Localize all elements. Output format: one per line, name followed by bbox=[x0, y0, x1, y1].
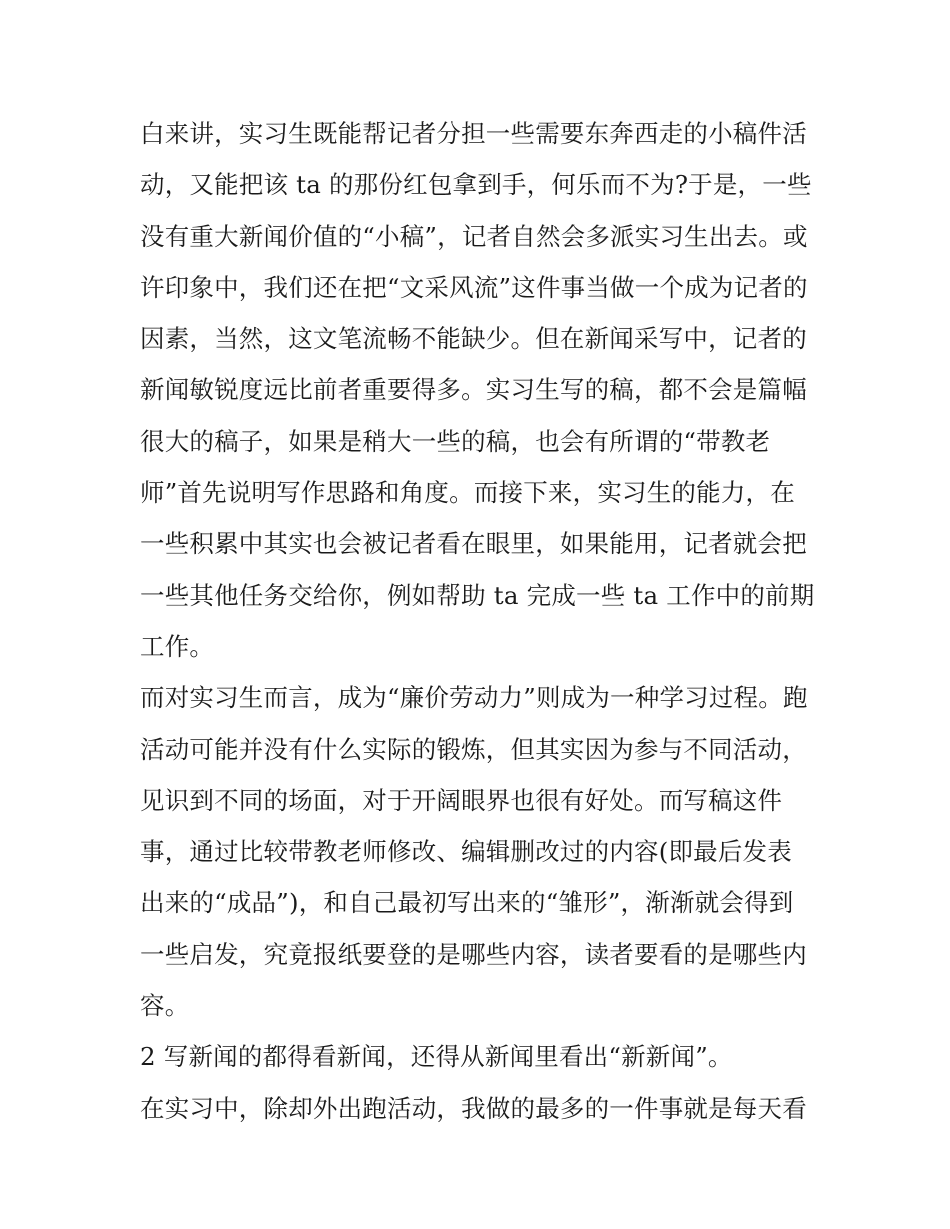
text-line: 白来讲，实习生既能帮记者分担一些需要东奔西走的小稿件活 bbox=[140, 119, 807, 148]
text-line: 活动可能并没有什么实际的锻炼，但其实因为参与不同活动， bbox=[140, 734, 807, 764]
text-line: 许印象中，我们还在把“文采风流”这件事当做一个成为记者的 bbox=[140, 272, 808, 302]
section-heading: 2 写新闻的都得看新闻，还得从新闻里看出“新新闻”。 bbox=[140, 1042, 733, 1072]
text-line: 容。 bbox=[140, 991, 190, 1021]
text-line: 一些启发，究竟报纸要登的是哪些内容，读者要看的是哪些内 bbox=[140, 939, 807, 969]
text-line: 见识到不同的场面，对于开阔眼界也很有好处。而写稿这件 bbox=[140, 785, 783, 815]
text-line: 工作。 bbox=[140, 631, 215, 661]
text-line: 没有重大新闻价值的“小稿”，记者自然会多派实习生出去。或 bbox=[140, 221, 808, 251]
text-line: 动，又能把该 ta 的那份红包拿到手，何乐而不为?于是，一些 bbox=[140, 170, 812, 200]
text-line: 出来的“成品”)，和自己最初写出来的“雏形”，渐渐就会得到 bbox=[140, 888, 794, 918]
text-line: 因素，当然，这文笔流畅不能缺少。但在新闻采写中，记者的 bbox=[140, 324, 807, 354]
text-line: 很大的稿子，如果是稍大一些的稿，也会有所谓的“带教老 bbox=[140, 426, 771, 456]
text-line: 新闻敏锐度远比前者重要得多。实习生写的稿，都不会是篇幅 bbox=[140, 375, 807, 405]
text-line: 在实习中，除却外出跑活动，我做的最多的一件事就是每天看 bbox=[140, 1093, 807, 1123]
document-body bbox=[140, 108, 820, 1134]
text-line: 而对实习生而言，成为“廉价劳动力”则成为一种学习过程。跑 bbox=[140, 683, 808, 713]
text-line: 事，通过比较带教老师修改、编辑删改过的内容(即最后发表 bbox=[140, 837, 792, 867]
text-line: 一些其他任务交给你，例如帮助 ta 完成一些 ta 工作中的前期 bbox=[140, 580, 815, 610]
text-line: 一些积累中其实也会被记者看在眼里，如果能用，记者就会把 bbox=[140, 529, 807, 559]
text-line: 师”首先说明写作思路和角度。而接下来，实习生的能力，在 bbox=[140, 478, 795, 508]
